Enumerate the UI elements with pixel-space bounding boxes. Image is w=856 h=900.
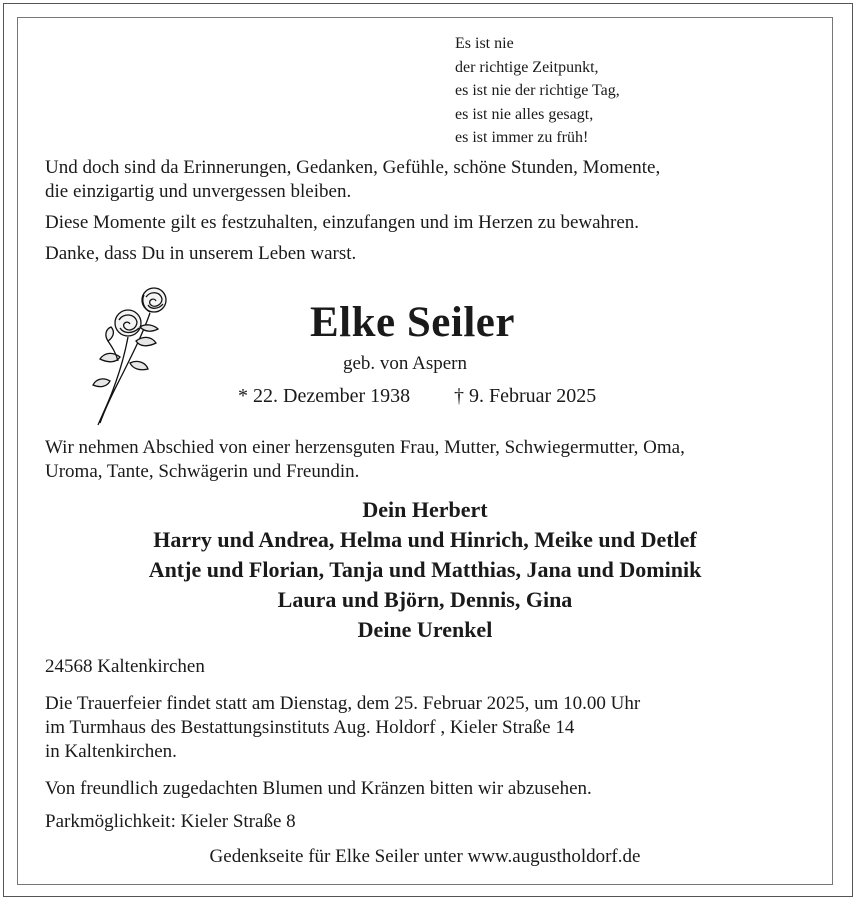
funeral-line-3: in Kaltenkirchen.: [45, 741, 177, 762]
memorial-page-link[interactable]: Gedenkseite für Elke Seiler unter www.augustholdorf.de: [209, 846, 641, 867]
obituary-notice: [17, 17, 833, 885]
intro-line-1: Und doch sind da Erinnerungen, Gedanken, Gefühle, schöne Stunden, Momente,: [45, 157, 661, 178]
poem-line: es ist nie alles gesagt,: [455, 105, 594, 123]
poem-line: es ist nie der richtige Tag,: [455, 82, 620, 99]
intro-line-3: Diese Momente gilt es festzuhalten, einzufangen und im Herzen zu bewahren.: [45, 212, 640, 233]
poem-line: es ist immer zu früh!: [455, 129, 589, 146]
parking-info: Parkmöglichkeit: Kieler Straße 8: [45, 811, 296, 832]
mourner-line: Laura und Björn, Dennis, Gina: [277, 587, 573, 612]
mourners-block: [18, 495, 832, 645]
maiden-name: geb. von Aspern: [343, 353, 468, 374]
funeral-line-1: Die Trauerfeier findet statt am Dienstag, dem 25. Februar 2025, um 10.00 Uhr: [45, 693, 641, 714]
death-date: † 9. Februar 2025: [454, 385, 597, 407]
poem: [455, 32, 620, 150]
farewell-line-2: Uroma, Tante, Schwägerin und Freundin.: [45, 461, 360, 482]
flowers-note: Von freundlich zugedachten Blumen und Kränzen bitten wir abzusehen.: [45, 778, 592, 799]
funeral-line-2: im Turmhaus des Bestattungsinstituts Aug. Holdorf , Kieler Straße 14: [45, 717, 575, 738]
location: 24568 Kaltenkirchen: [45, 656, 205, 677]
deceased-name: Elke Seiler: [310, 299, 515, 346]
intro-line-4: Danke, dass Du in unserem Leben warst.: [45, 243, 357, 264]
mourner-line: Dein Herbert: [362, 497, 488, 522]
farewell-line-1: Wir nehmen Abschied von einer herzensguten Frau, Mutter, Schwiegermutter, Oma,: [45, 437, 685, 458]
mourner-line: Deine Urenkel: [357, 617, 493, 642]
intro-line-2: die einzigartig und unvergessen bleiben.: [45, 181, 352, 202]
rose-illustration-icon: [78, 283, 173, 433]
poem-line: Es ist nie: [455, 35, 514, 52]
birth-date: * 22. Dezember 1938: [238, 385, 411, 407]
poem-line: der richtige Zeitpunkt,: [455, 58, 599, 76]
mourner-line: Harry und Andrea, Helma und Hinrich, Meike und Detlef: [153, 527, 697, 552]
mourner-line: Antje und Florian, Tanja und Matthias, Jana und Dominik: [148, 557, 702, 582]
